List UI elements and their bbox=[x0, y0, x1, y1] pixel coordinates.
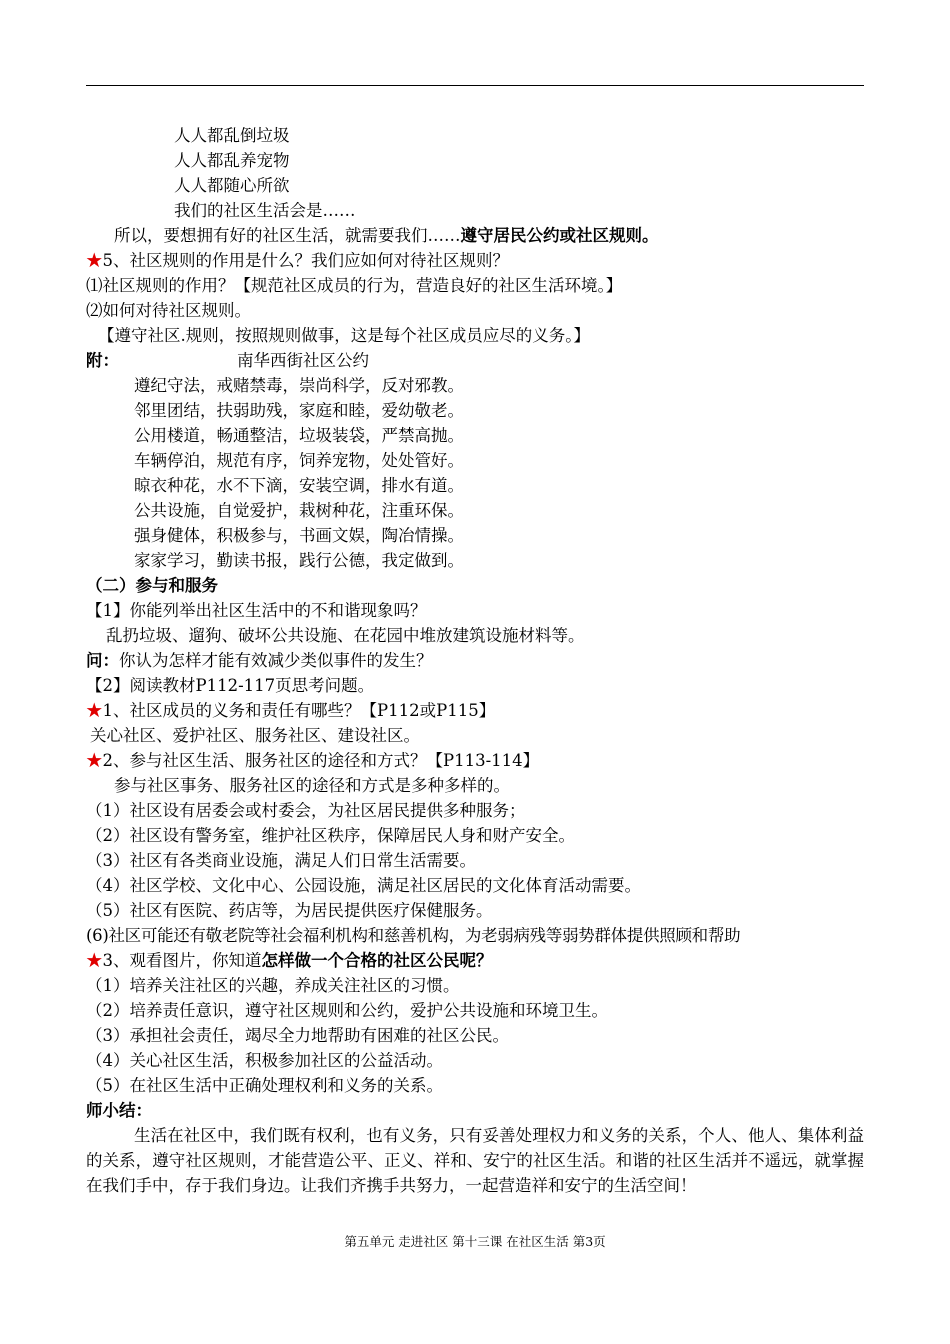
so-line: 所以，要想拥有好的社区生活，就需要我们……遵守居民公约或社区规则。 bbox=[114, 226, 659, 245]
star-icon: ★ bbox=[86, 701, 103, 720]
covenant-line: 遵纪守法，戒赌禁毒，崇尚科学，反对邪教。 bbox=[134, 376, 464, 395]
poem-line: 人人都乱倒垃圾 bbox=[174, 126, 290, 145]
sub-question-2: ★2、参与社区生活、服务社区的途径和方式？【P113-114】 bbox=[86, 751, 540, 770]
covenant-line: 公共设施，自觉爱护，栽树种花，注重环保。 bbox=[134, 501, 464, 520]
list-item: （5）在社区生活中正确处理权利和义务的关系。 bbox=[86, 1076, 443, 1095]
sub-question-2-intro: 参与社区事务、服务社区的途径和方式是多种多样的。 bbox=[114, 776, 510, 795]
ask-line: 问：你认为怎样才能有效减少类似事件的发生？ bbox=[86, 651, 433, 670]
question-5-part-2: ⑵如何对待社区规则。 bbox=[86, 301, 251, 320]
covenant-line: 车辆停泊，规范有序，饲养宠物，处处管好。 bbox=[134, 451, 464, 470]
header-rule bbox=[86, 85, 864, 86]
covenant-line: 晾衣种花，水不下滴，安装空调，排水有道。 bbox=[134, 476, 464, 495]
question-5: ★5、社区规则的作用是什么？我们应如何对待社区规则？ bbox=[86, 251, 509, 270]
item-1-answer: 乱扔垃圾、遛狗、破坏公共设施、在花园中堆放建筑设施材料等。 bbox=[106, 626, 585, 645]
question-5-part-1: ⑴社区规则的作用？【规范社区成员的行为，营造良好的社区生活环境。】 bbox=[86, 276, 623, 295]
list-item: （2）社区设有警务室，维护社区秩序，保障居民人身和财产安全。 bbox=[86, 826, 575, 845]
sub-question-3: ★3、观看图片，你知道怎样做一个合格的社区公民呢？ bbox=[86, 951, 493, 970]
covenant-line: 公用楼道，畅通整洁，垃圾装袋，严禁高抛。 bbox=[134, 426, 464, 445]
sub-question-1-answer: 关心社区、爱护社区、服务社区、建设社区。 bbox=[90, 726, 420, 745]
star-icon: ★ bbox=[86, 951, 103, 970]
list-item: （1）社区设有居委会或村委会，为社区居民提供多种服务； bbox=[86, 801, 526, 820]
list-item: (6)社区可能还有敬老院等社会福利机构和慈善机构，为老弱病残等弱势群体提供照顾和帮助 bbox=[86, 926, 741, 945]
list-item: （4）关心社区生活，积极参加社区的公益活动。 bbox=[86, 1051, 443, 1070]
item-1: 【1】你能列举出社区生活中的不和谐现象吗？ bbox=[86, 601, 427, 620]
list-item: （3）承担社会责任，竭尽全力地帮助有困难的社区公民。 bbox=[86, 1026, 509, 1045]
page-footer: 第五单元 走进社区 第十三课 在社区生活 第3页 bbox=[344, 1234, 606, 1249]
sub-question-1: ★1、社区成员的义务和责任有哪些？【P112或P115】 bbox=[86, 701, 496, 720]
poem-line: 我们的社区生活会是…… bbox=[174, 201, 356, 220]
summary-label: 师小结： bbox=[86, 1101, 152, 1120]
appendix-heading: 附： 南华西街社区公约 bbox=[86, 351, 369, 370]
page-body bbox=[86, 123, 866, 1198]
list-item: （3）社区有各类商业设施，满足人们日常生活需要。 bbox=[86, 851, 476, 870]
list-item: （2）培养责任意识，遵守社区规则和公约，爱护公共设施和环境卫生。 bbox=[86, 1001, 608, 1020]
poem-line: 人人都随心所欲 bbox=[174, 176, 290, 195]
list-item: （5）社区有医院、药店等，为居民提供医疗保健服务。 bbox=[86, 901, 493, 920]
section-heading: （二）参与和服务 bbox=[86, 576, 218, 595]
summary-paragraph: 生活在社区中，我们既有权利，也有义务，只有妥善处理权力和义务的关系，个人、他人、集体利益的关系，遵守社区规则，才能营造公平、正义、祥和、安宁的社区生活。和谐的社区生活并不遥远，就掌握在我们手中，存于我们身边。让我们齐携手共努力，一起营造祥和安宁的生活空间！ bbox=[86, 1126, 864, 1195]
covenant-line: 邻里团结，扶弱助残，家庭和睦，爱幼敬老。 bbox=[134, 401, 464, 420]
star-icon: ★ bbox=[86, 251, 103, 270]
covenant-line: 家家学习，勤读书报，践行公德，我定做到。 bbox=[134, 551, 464, 570]
item-2: 【2】阅读教材P112-117页思考问题。 bbox=[86, 676, 375, 695]
covenant-line: 强身健体，积极参与，书画文娱，陶冶情操。 bbox=[134, 526, 464, 545]
list-item: （4）社区学校、文化中心、公园设施，满足社区居民的文化体育活动需要。 bbox=[86, 876, 641, 895]
star-icon: ★ bbox=[86, 751, 103, 770]
list-item: （1）培养关注社区的兴趣，养成关注社区的习惯。 bbox=[86, 976, 460, 995]
poem-line: 人人都乱养宠物 bbox=[174, 151, 290, 170]
question-5-answer: 【遵守社区.规则，按照规则做事，这是每个社区成员应尽的义务。】 bbox=[98, 326, 590, 345]
